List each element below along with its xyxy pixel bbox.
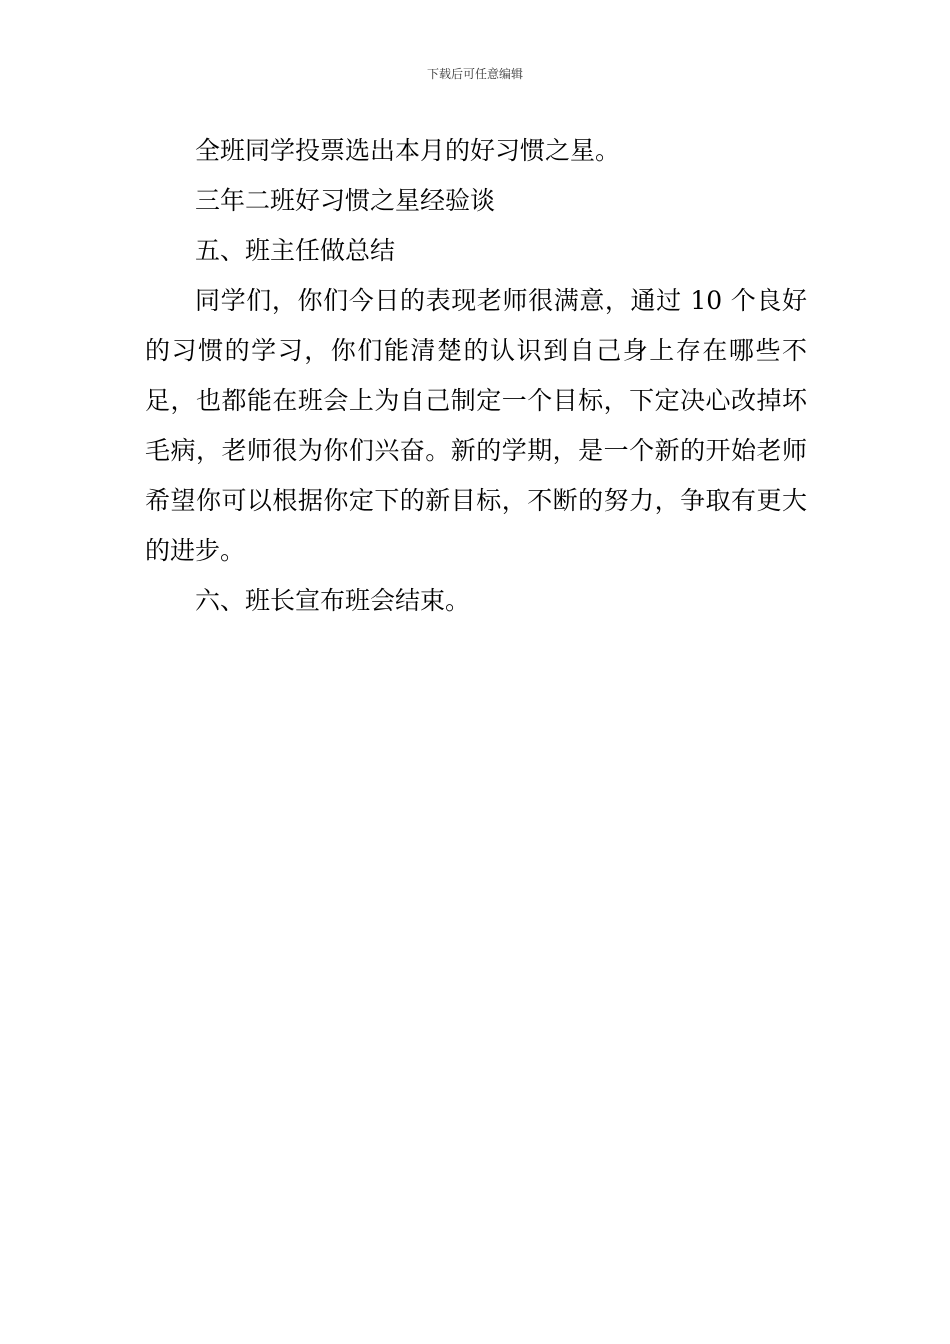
header-note: 下载后可任意编辑	[426, 67, 523, 81]
section-heading-teacher-summary: 五、班主任做总结	[195, 236, 396, 265]
document-body	[145, 126, 807, 626]
paragraph-experience: 三年二班好习惯之星经验谈	[195, 186, 496, 215]
paragraph-teacher-summary: 同学们，你们今日的表现老师很满意，通过 10 个良好的习惯的学习，你们能清楚的认识到自己身上存在哪些不足，也都能在班会上为自己制定一个目标，下定决心改掉坏毛病，老师很为你们兴奋。新的学期，是一个新的开始老师希望你可以根据你定下的新目标，不断的努力，争取有更大的进步。	[145, 286, 807, 565]
paragraph-vote: 全班同学投票选出本月的好习惯之星。	[195, 136, 621, 165]
section-heading-meeting-end: 六、班长宣布班会结束。	[195, 586, 471, 615]
